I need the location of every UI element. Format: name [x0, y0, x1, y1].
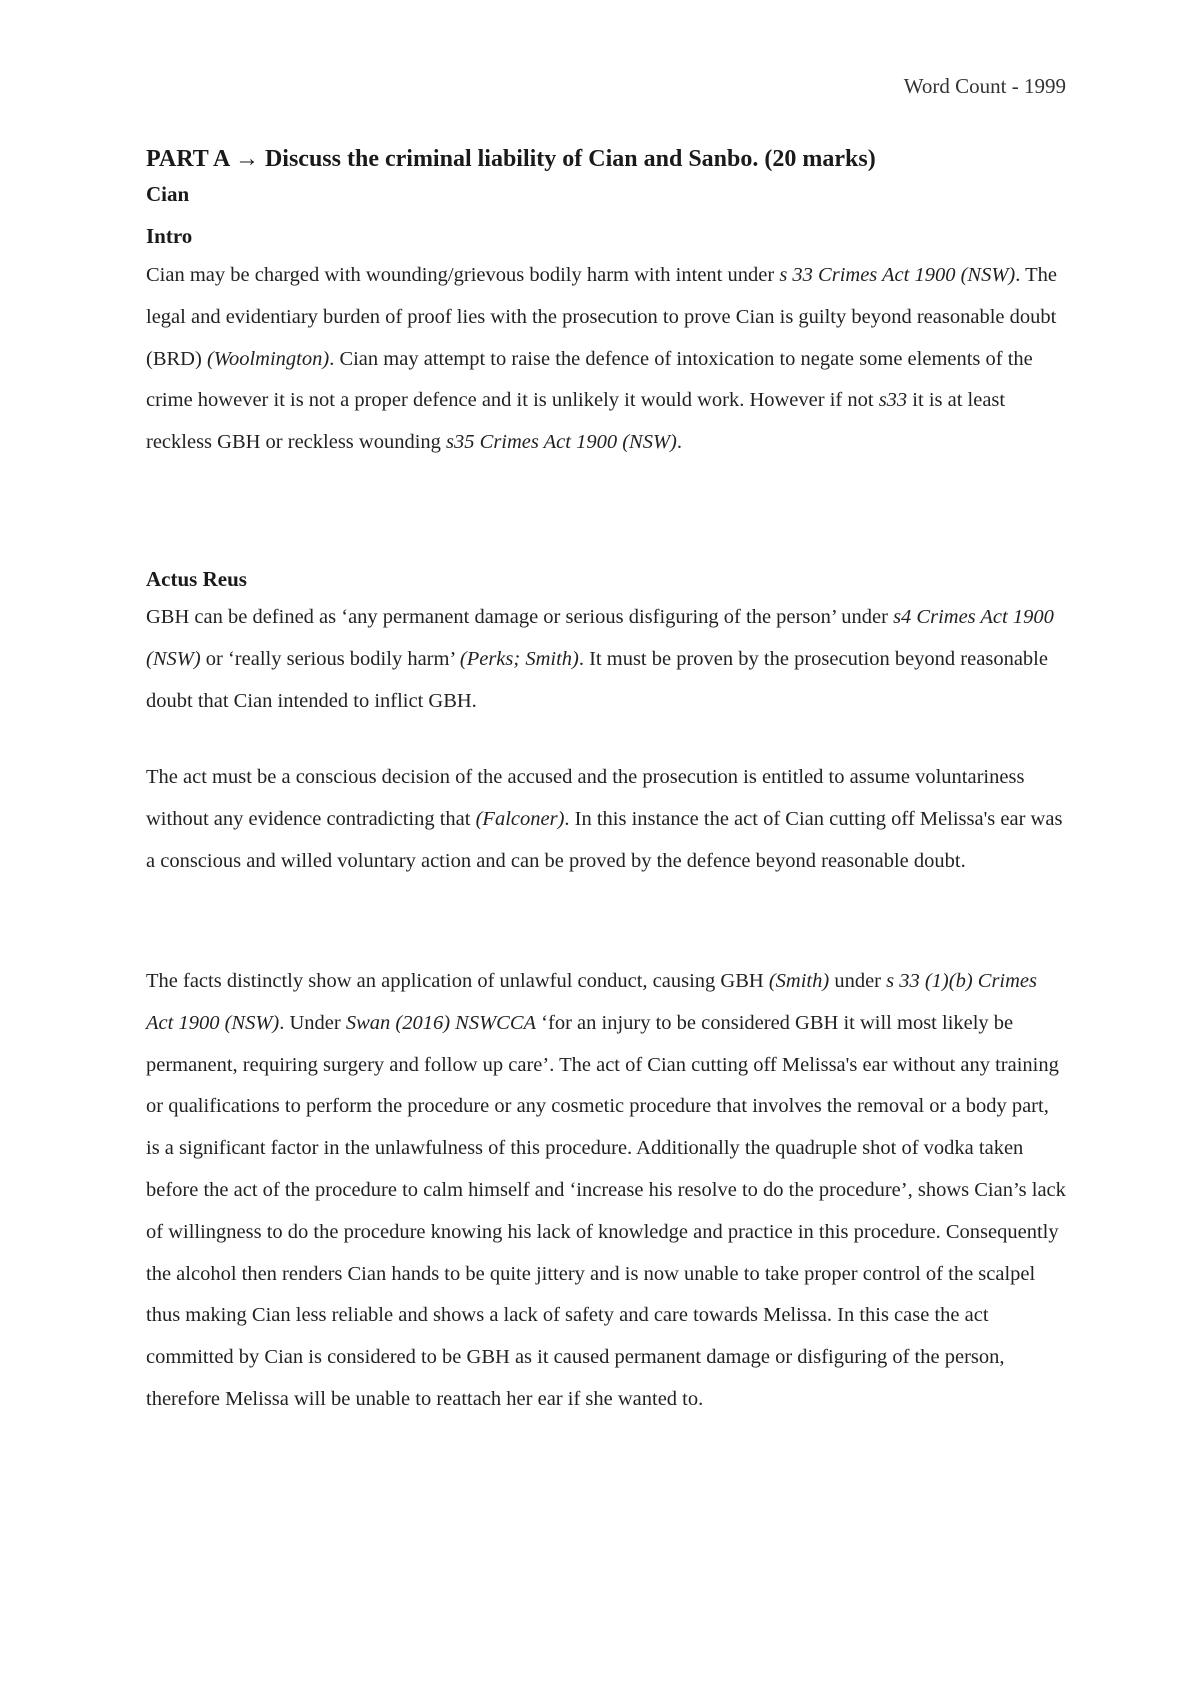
paragraph-text: GBH can be defined as ‘any permanent damage or serious disfiguring of the person’ under	[146, 606, 894, 628]
paragraph-unlawful-conduct	[146, 961, 1066, 1421]
paragraph-text: . In this instance the act of Cian cutting off Melissa's ear was a conscious and willed voluntary action and can be proved by the defence beyond reasonable doubt.	[146, 807, 1063, 872]
citation: s 33 (1)(b) Crimes Act 1900 (NSW)	[146, 970, 1038, 1034]
section-heading-intro: Intro	[146, 224, 193, 248]
paragraph-intro	[146, 255, 1066, 464]
word-count: Word Count - 1999	[903, 74, 1066, 98]
paragraph-text: . It must be proven by the prosecution beyond reasonable doubt that Cian intended to inflict GBH.	[146, 647, 1048, 712]
citation: (Falconer)	[475, 807, 565, 830]
citation: s4 Crimes Act 1900 (NSW)	[146, 606, 1054, 670]
paragraph-text: . The legal and evidentiary burden of proof lies with the prosecution to prove Cian is guilty beyond reasonable doubt (BRD)	[146, 264, 1058, 370]
citation: s35 Crimes Act 1900 (NSW)	[446, 431, 677, 454]
paragraph-text: . Under	[279, 1011, 346, 1034]
paragraph-text: ‘for an injury to be considered GBH it will most likely be permanent, requiring surgery and follow up care’. The act of Cian cutting off Melissa's ear without any training or qualifications to perform the procedure or any cosmetic procedure that involves the removal or a body part, is a significant factor in the unlawfulness of this procedure. Additionally the quadruple shot of vodka taken before the act of the procedure to calm himself and ‘increase his resolve to do the procedure’, shows Cian’s lack of willingness to do the procedure knowing his lack of knowledge and practice in this procedure. Consequently the alcohol then renders Cian hands to be quite jittery and is now unable to take proper control of the scalpel thus making Cian less reliable and shows a lack of safety and care towards Melissa. In this case the act committed by Cian is considered to be GBH as it caused permanent damage or disfiguring of the person, therefore Melissa will be unable to reattach her ear if she wanted to.	[146, 1011, 1066, 1410]
citation: s33	[878, 389, 908, 412]
paragraph-gbh-definition	[146, 597, 1066, 722]
section-heading-cian: Cian	[146, 182, 190, 206]
citation: (Smith)	[768, 970, 830, 992]
paragraph-text: Cian may be charged with wounding/grievous bodily harm with intent under	[146, 264, 780, 286]
citation: s 33 Crimes Act 1900 (NSW)	[779, 264, 1016, 286]
paragraph-text: .	[676, 431, 682, 454]
paragraph-text: under	[829, 970, 887, 992]
paragraph-text: . Cian may attempt to raise the defence of intoxication to negate some elements of the crime however it is not a proper defence and it is unlikely it would work. However if not	[146, 347, 1033, 412]
paragraph-voluntariness	[146, 757, 1066, 882]
citation: Swan (2016) NSWCCA	[345, 1011, 537, 1034]
citation: (Perks; Smith)	[459, 647, 579, 670]
part-a-heading: PART A → Discuss the criminal liability of Cian and Sanbo. (20 marks)	[146, 146, 876, 172]
paragraph-text: or ‘really serious bodily harm’	[200, 647, 460, 670]
section-heading-actus-reus: Actus Reus	[146, 567, 247, 591]
paragraph-text: it is at least reckless GBH or reckless wounding	[146, 389, 1006, 454]
citation: (Woolmington)	[206, 347, 330, 370]
paragraph-text: The facts distinctly show an application of unlawful conduct, causing GBH	[146, 970, 769, 992]
paragraph-text: The act must be a conscious decision of the accused and the prosecution is entitled to assume voluntariness without any evidence contradicting that	[146, 766, 1025, 830]
